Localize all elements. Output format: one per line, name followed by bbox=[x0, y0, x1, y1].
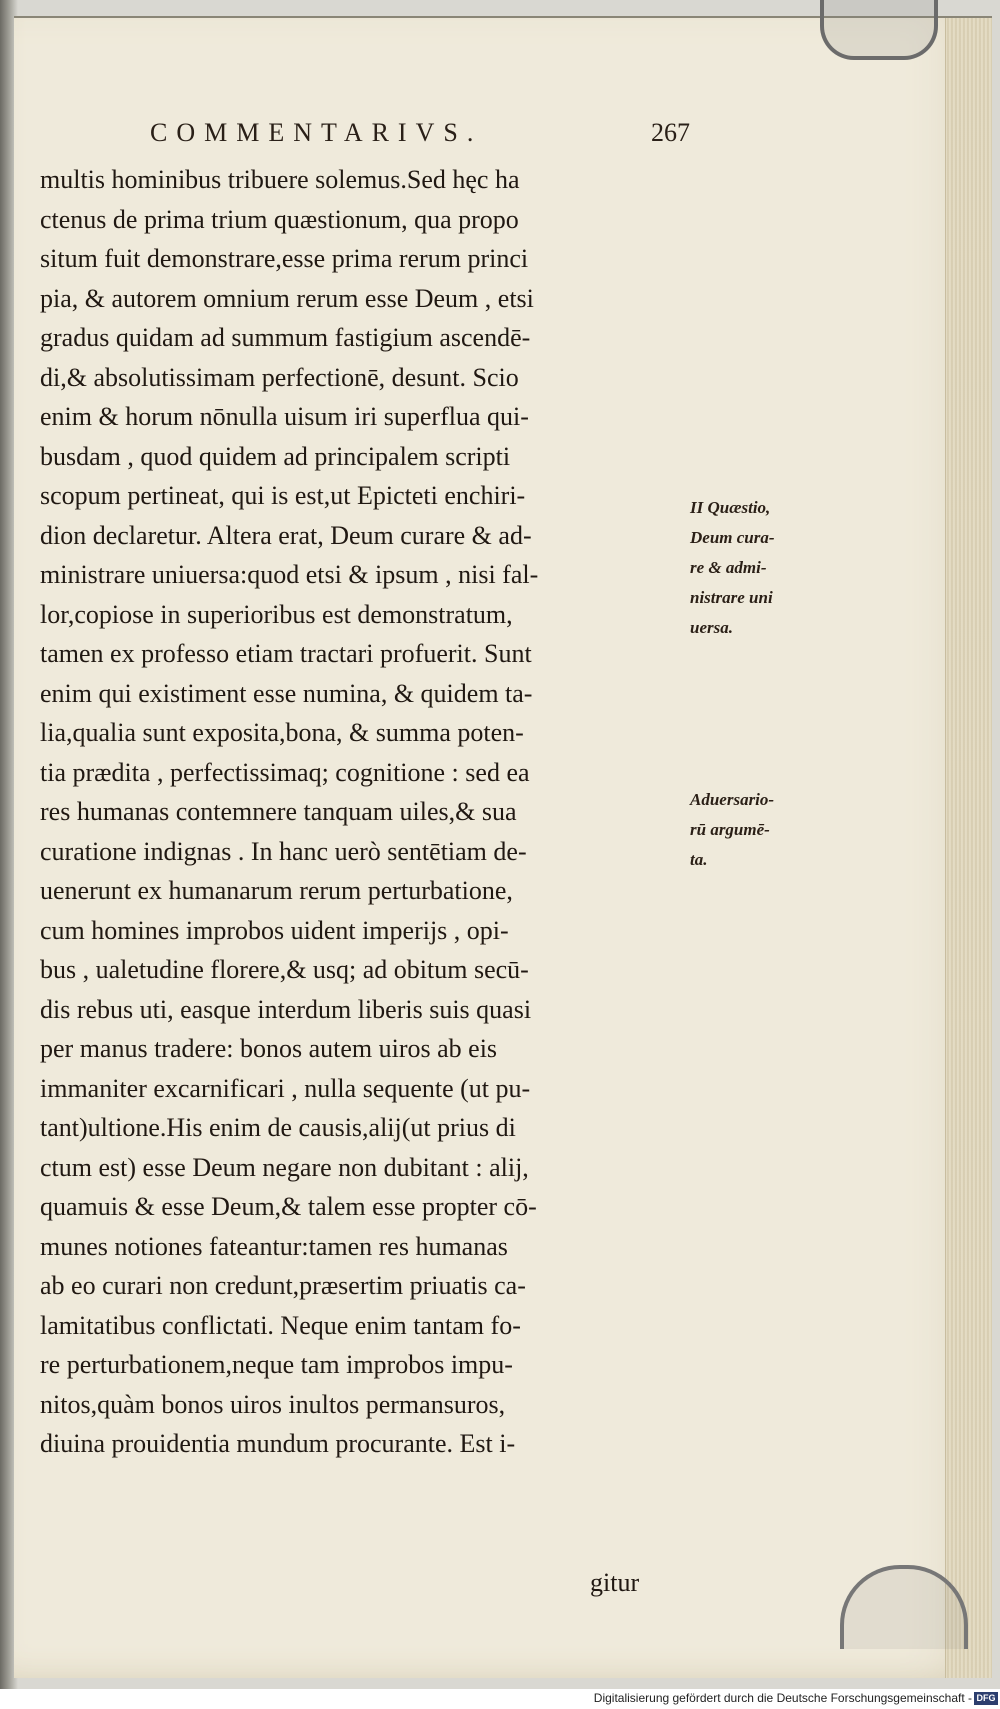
text-line: uenerunt ex humanarum rerum perturbatione, bbox=[40, 876, 513, 905]
text-line: situm fuit demonstrare,esse prima rerum princi bbox=[40, 244, 529, 273]
marginal-note-line: nistrare uni bbox=[690, 588, 773, 607]
text-line: curatione indignas . In hanc uerò sentētiam de- bbox=[40, 836, 527, 866]
text-line: tamen ex professo etiam tractari profuerit. Sunt bbox=[40, 639, 532, 668]
text-line: di,& absolutissimam perfectionē, desunt. Scio bbox=[40, 362, 519, 392]
marginal-note-line: II Quæstio, bbox=[690, 498, 771, 517]
funding-credit: Digitalisierung gefördert durch die Deutsche Forschungsgemeinschaft - bbox=[593, 1691, 972, 1705]
text-line: lamitatibus conflictati. Neque enim tantam fo- bbox=[40, 1310, 521, 1340]
text-line: ab eo curari non credunt,præsertim priuatis ca- bbox=[40, 1271, 526, 1300]
marginal-note bbox=[690, 785, 820, 875]
text-line: ctenus de prima trium quæstionum, qua propo bbox=[40, 204, 519, 234]
text-line: per manus tradere: bonos autem uiros ab eis bbox=[40, 1034, 498, 1063]
text-line: busdam , quod quidem ad principalem scripti bbox=[40, 441, 511, 471]
text-line: ministrare uniuersa:quod etsi & ipsum , nisi fal- bbox=[40, 560, 539, 589]
running-head bbox=[150, 118, 690, 148]
text-line: enim & horum nōnulla uisum iri superflua qui- bbox=[40, 402, 529, 431]
text-line: dion declaretur. Altera erat, Deum curare & ad- bbox=[40, 520, 532, 550]
text-line: bus , ualetudine florere,& usq; ad obitum secū- bbox=[40, 955, 529, 984]
text-line: munes notiones fateantur:tamen res humanas bbox=[40, 1231, 508, 1261]
text-line: immaniter excarnificari , nulla sequente (ut pu- bbox=[40, 1073, 531, 1103]
dfg-logo: DFG bbox=[974, 1692, 998, 1705]
marginal-note-line: re & admi- bbox=[690, 558, 767, 577]
text-line: dis rebus uti, easque interdum liberis suis quasi bbox=[40, 994, 532, 1024]
text-line: nitos,quàm bonos uiros inultos permansuros, bbox=[40, 1389, 506, 1419]
text-line: re perturbationem,neque tam improbos impu- bbox=[40, 1350, 513, 1379]
page-number: 267 bbox=[651, 118, 690, 147]
text-line: lia,qualia sunt exposita,bona, & summa poten- bbox=[40, 718, 524, 747]
text-line: ctum est) esse Deum negare non dubitant : alij, bbox=[40, 1152, 529, 1182]
marginal-note-line: Deum cura- bbox=[690, 528, 775, 547]
text-line: multis hominibus tribuere solemus.Sed hęc ha bbox=[40, 165, 520, 194]
text-line: tia prædita , perfectissimaq; cognitione : sed ea bbox=[40, 757, 530, 787]
page-clip-top bbox=[820, 0, 938, 60]
marginal-note-line: ta. bbox=[690, 850, 708, 869]
marginal-note-line: Aduersario- bbox=[690, 790, 775, 809]
footer-bar bbox=[0, 1689, 1000, 1709]
text-line: gradus quidam ad summum fastigium ascendē- bbox=[40, 323, 531, 352]
body-text bbox=[40, 160, 680, 1464]
text-line: tant)ultione.His enim de causis,alij(ut prius di bbox=[40, 1113, 516, 1142]
text-line: diuina prouidentia mundum procurante. Est i- bbox=[40, 1429, 516, 1458]
marginal-note-line: uersa. bbox=[690, 618, 733, 637]
marginal-note-line: rū argumē- bbox=[690, 820, 770, 839]
catchword: gitur bbox=[590, 1568, 640, 1597]
text-line: lor,copiose in superioribus est demonstratum, bbox=[40, 599, 513, 629]
text-line: cum homines improbos uident imperijs , opi- bbox=[40, 915, 509, 945]
text-line: quamuis & esse Deum,& talem esse propter cō- bbox=[40, 1192, 537, 1221]
page-edges bbox=[945, 18, 992, 1678]
text-line: scopum pertineat, qui is est,ut Epicteti enchiri- bbox=[40, 481, 526, 510]
text-line: res humanas contemnere tanquam uiles,& sua bbox=[40, 797, 517, 826]
text-line: pia, & autorem omnium rerum esse Deum , etsi bbox=[40, 283, 534, 313]
marginal-note bbox=[690, 493, 820, 643]
running-title: COMMENTARIVS. bbox=[150, 118, 483, 147]
text-line: enim qui existiment esse numina, & quidem ta- bbox=[40, 678, 533, 708]
